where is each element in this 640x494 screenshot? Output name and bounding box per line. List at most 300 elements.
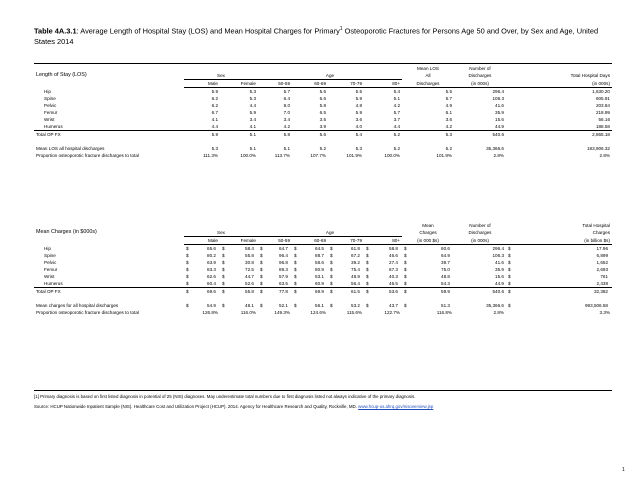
ch-row-label: Wrist bbox=[44, 274, 55, 279]
los-cell-value: 183,906.32 bbox=[587, 146, 610, 151]
los-cell-value: 2.8% bbox=[599, 153, 610, 158]
currency-symbol: $ bbox=[330, 281, 333, 286]
los-cell-value: 3.9 bbox=[319, 124, 326, 129]
los-row-label: Proportion osteoporotic fracture discharges to total bbox=[36, 153, 139, 158]
ch-col-50-59: 50-59 bbox=[258, 237, 292, 245]
ch-cell-value: 56.4 bbox=[351, 281, 360, 286]
los-row-prop bbox=[34, 152, 612, 159]
ch-cell-value: 61.5 bbox=[351, 289, 360, 294]
los-cell-value: 5.9 bbox=[184, 131, 220, 139]
ch-cell-value: 52.1 bbox=[279, 303, 288, 308]
los-cell-value: 5.3 bbox=[249, 89, 256, 94]
currency-symbol: $ bbox=[366, 289, 369, 294]
ch-cell-value: 27.4 bbox=[389, 260, 398, 265]
los-section-label: Length of Stay (LOS) bbox=[36, 72, 87, 79]
ch-cell-value: 51.3 bbox=[441, 303, 450, 308]
source-note bbox=[34, 404, 612, 410]
ch-col-mean-1: Mean bbox=[422, 223, 434, 228]
ch-cell-value: 96.8 bbox=[279, 260, 288, 265]
currency-symbol: $ bbox=[186, 281, 189, 286]
los-cell-value: 5.5 bbox=[355, 89, 362, 94]
ch-col-num-2: Discharges bbox=[468, 230, 492, 236]
los-cell-value: 203.84 bbox=[595, 103, 610, 108]
los-row-data bbox=[34, 102, 612, 109]
source-link[interactable]: www.hcup-us.ahrq.gov/nisoverview.jsp bbox=[358, 404, 434, 409]
ch-row-prop bbox=[34, 309, 612, 316]
los-row-data bbox=[34, 88, 612, 96]
los-cell-value: 3.4 bbox=[283, 117, 290, 122]
currency-symbol: $ bbox=[222, 246, 225, 251]
ch-cell-value: 540.6 bbox=[454, 288, 506, 296]
ch-row-label: Spine bbox=[44, 253, 56, 258]
los-cell-value: 5.2 bbox=[319, 146, 326, 151]
los-row-label: Hip bbox=[44, 88, 51, 94]
los-cell-value: 5.3 bbox=[211, 146, 218, 151]
currency-symbol: $ bbox=[222, 253, 225, 258]
ch-col-60-69: 60-69 bbox=[292, 237, 328, 245]
ch-cell-value: 52.6 bbox=[245, 281, 254, 286]
ch-cell-value: 64.5 bbox=[315, 246, 324, 251]
ch-cell-value: 40.3 bbox=[389, 274, 398, 279]
los-cell-value: 4.2 bbox=[445, 124, 452, 129]
los-cell-value: 3.6 bbox=[445, 117, 452, 122]
currency-symbol: $ bbox=[330, 303, 333, 308]
ch-cell-value: 59.9 bbox=[441, 289, 450, 294]
los-cell-value: 41.6 bbox=[495, 103, 504, 108]
currency-symbol: $ bbox=[260, 281, 263, 286]
los-cell-value: 6.2 bbox=[211, 96, 218, 101]
los-row-label: Humerus bbox=[44, 124, 63, 129]
los-cell-value: 5.9 bbox=[355, 96, 362, 101]
ch-col-num-1: Number of bbox=[469, 223, 491, 228]
ch-col-male: Male bbox=[184, 237, 220, 245]
los-cell-value: 5.3 bbox=[249, 96, 256, 101]
ch-col-total-1: Total Hospital bbox=[582, 223, 610, 228]
los-col-mean-2: All bbox=[425, 73, 431, 79]
ch-row-label: Mean charges for all hospital discharges bbox=[36, 303, 119, 308]
ch-cell-value: 57.9 bbox=[279, 274, 288, 279]
los-cell-value: 3.5 bbox=[319, 117, 326, 122]
currency-symbol: $ bbox=[260, 289, 263, 294]
los-row-all bbox=[34, 145, 612, 152]
currency-symbol: $ bbox=[294, 253, 297, 258]
los-cell-value: 6.1 bbox=[445, 110, 452, 115]
los-row-label: Pelvic bbox=[44, 103, 57, 108]
currency-symbol: $ bbox=[330, 289, 333, 294]
currency-symbol: $ bbox=[186, 260, 189, 265]
los-row-data bbox=[34, 123, 612, 131]
currency-symbol: $ bbox=[366, 267, 369, 272]
ch-cell-value: 17.96 bbox=[596, 246, 608, 251]
ch-row-data bbox=[34, 266, 612, 273]
los-col-female: Female bbox=[220, 80, 258, 88]
ch-row-label: Femur bbox=[44, 267, 58, 272]
ch-cell-value: 48.1 bbox=[245, 303, 254, 308]
los-cell-value: 5.9 bbox=[211, 89, 218, 94]
currency-symbol: $ bbox=[294, 289, 297, 294]
currency-symbol: $ bbox=[222, 260, 225, 265]
los-col-70-79: 70-79 bbox=[328, 80, 364, 88]
ch-cell-value: 58.6 bbox=[315, 260, 324, 265]
ch-cell-value: 2,438 bbox=[596, 281, 608, 286]
title-superscript: 1 bbox=[339, 26, 343, 32]
ch-cell-value: 48.9 bbox=[351, 274, 360, 279]
los-cell-value: 5.4 bbox=[328, 131, 364, 139]
ch-row-data bbox=[34, 273, 612, 280]
los-cell-value: 8.0 bbox=[283, 103, 290, 108]
los-cell-value: 296.4 bbox=[492, 89, 504, 94]
los-cell-value: 5.2 bbox=[364, 131, 402, 139]
ch-cell-value: 55.8 bbox=[245, 289, 254, 294]
ch-cell-value: 2.8% bbox=[493, 310, 504, 315]
currency-symbol: $ bbox=[330, 267, 333, 272]
los-cell-value: 5.6 bbox=[292, 131, 328, 139]
currency-symbol: $ bbox=[508, 246, 511, 251]
los-cell-value: 5.1 bbox=[393, 96, 400, 101]
ch-cell-value: 54.9 bbox=[207, 303, 216, 308]
footnote-rule bbox=[34, 390, 612, 391]
ch-cell-value: 116.0% bbox=[240, 310, 256, 315]
los-cell-value: 4.4 bbox=[393, 124, 400, 129]
ch-col-num-3: (in 000s) bbox=[454, 237, 506, 245]
ch-cell-value: 39.7 bbox=[441, 260, 450, 265]
currency-symbol: $ bbox=[294, 246, 297, 251]
ch-cell-value: 58.8 bbox=[389, 246, 398, 251]
ch-row-label: Total OP FX bbox=[34, 288, 184, 296]
los-cell-value: 4.9 bbox=[445, 103, 452, 108]
ch-cell-value: 75.4 bbox=[351, 267, 360, 272]
ch-cell-value: 60.6 bbox=[441, 246, 450, 251]
los-table bbox=[34, 65, 612, 159]
currency-symbol: $ bbox=[294, 274, 297, 279]
currency-symbol: $ bbox=[508, 303, 511, 308]
ch-cell-value: 3.3% bbox=[599, 310, 610, 315]
los-cell-value: 188.58 bbox=[595, 124, 610, 129]
los-cell-value: 4.8 bbox=[355, 103, 362, 108]
ch-cell-value: 83.3 bbox=[207, 267, 216, 272]
currency-symbol: $ bbox=[508, 253, 511, 258]
currency-symbol: $ bbox=[366, 281, 369, 286]
ch-cell-value: 60.4 bbox=[207, 281, 216, 286]
ch-row-label: Proportion osteoporotic fracture discharges to total bbox=[36, 310, 139, 315]
currency-symbol: $ bbox=[186, 289, 189, 294]
los-cell-value: 4.2 bbox=[393, 103, 400, 108]
ch-row-label: Hip bbox=[44, 245, 51, 251]
los-cell-value: 5.7 bbox=[393, 110, 400, 115]
ch-cell-value: 35,366.6 bbox=[486, 303, 504, 308]
title-text-b: Osteoporotic Fractures for Persons Age 50 and Over, by Sex and Age, United States 2014 bbox=[34, 26, 599, 47]
los-cell-value: 2,865.18 bbox=[506, 131, 612, 139]
currency-symbol: $ bbox=[186, 303, 189, 308]
los-cell-value: 3.7 bbox=[393, 117, 400, 122]
currency-symbol: $ bbox=[294, 260, 297, 265]
los-cell-value: 218.99 bbox=[595, 110, 610, 115]
los-cell-value: 7.0 bbox=[283, 110, 290, 115]
currency-symbol: $ bbox=[260, 253, 263, 258]
los-row-data bbox=[34, 116, 612, 123]
currency-symbol: $ bbox=[186, 274, 189, 279]
los-col-male: Male bbox=[184, 80, 220, 88]
los-col-num-1: Number of bbox=[469, 66, 491, 71]
los-cell-value: 5.9 bbox=[355, 110, 362, 115]
los-cell-value: 6.7 bbox=[211, 110, 218, 115]
los-cell-value: 5.5 bbox=[445, 89, 452, 94]
ch-group-sex: Sex bbox=[184, 229, 258, 237]
currency-symbol: $ bbox=[366, 253, 369, 258]
ch-col-70-79: 70-79 bbox=[328, 237, 364, 245]
los-cell-value: 6.4 bbox=[283, 96, 290, 101]
currency-symbol: $ bbox=[404, 274, 407, 279]
los-cell-value: 35.9 bbox=[495, 110, 504, 115]
currency-symbol: $ bbox=[222, 281, 225, 286]
los-cell-value: 6.6 bbox=[319, 96, 326, 101]
currency-symbol: $ bbox=[404, 253, 407, 258]
los-col-total-2: (in 000s) bbox=[506, 80, 612, 88]
los-cell-value: 5.4 bbox=[393, 89, 400, 94]
ch-cell-value: 46.5 bbox=[389, 281, 398, 286]
ch-row-all bbox=[34, 302, 612, 309]
los-cell-value: 5.3 bbox=[355, 146, 362, 151]
ch-cell-value: 75.0 bbox=[441, 267, 450, 272]
ch-cell-value: 32,382 bbox=[593, 289, 608, 294]
ch-cell-value: 89.3 bbox=[279, 267, 288, 272]
los-cell-value: 5.1 bbox=[220, 131, 258, 139]
los-row-data bbox=[34, 95, 612, 102]
table-number: Table 4A.3.1 bbox=[34, 26, 77, 36]
ch-cell-value: 761 bbox=[600, 274, 608, 279]
currency-symbol: $ bbox=[330, 260, 333, 265]
ch-cell-value: 1,652 bbox=[596, 260, 608, 265]
ch-cell-value: 44.9 bbox=[495, 281, 504, 286]
ch-cell-value: 122.7% bbox=[384, 310, 400, 315]
los-cell-value: 4.1 bbox=[249, 124, 256, 129]
los-row-label: Mean LOS all hospital discharges bbox=[36, 146, 105, 151]
los-cell-value: 101.9% bbox=[436, 153, 452, 158]
los-col-num-2: Discharges bbox=[468, 73, 492, 79]
currency-symbol: $ bbox=[508, 281, 511, 286]
ch-cell-value: 116.8% bbox=[436, 310, 452, 315]
ch-cell-value: 124.6% bbox=[310, 310, 326, 315]
los-cell-value: 6.2 bbox=[211, 103, 218, 108]
los-row-data bbox=[34, 109, 612, 116]
ch-cell-value: 67.3 bbox=[389, 267, 398, 272]
los-col-mean-3: Discharges bbox=[402, 80, 454, 88]
los-cell-value: 2.8% bbox=[493, 153, 504, 158]
currency-symbol: $ bbox=[294, 303, 297, 308]
ch-cell-value: 48.8 bbox=[441, 274, 450, 279]
ch-row-data bbox=[34, 245, 612, 253]
ch-cell-value: 35.9 bbox=[495, 267, 504, 272]
los-cell-value: 4.2 bbox=[283, 124, 290, 129]
ch-cell-value: 6,899 bbox=[596, 253, 608, 258]
currency-symbol: $ bbox=[186, 253, 189, 258]
ch-cell-value: 53.2 bbox=[351, 303, 360, 308]
ch-cell-value: 72.5 bbox=[245, 267, 254, 272]
los-cell-value: 15.6 bbox=[495, 117, 504, 122]
los-col-num-3: (in 000s) bbox=[454, 80, 506, 88]
ch-col-mean-3: (in 000 $s) bbox=[402, 237, 454, 245]
los-col-60-69: 60-69 bbox=[292, 80, 328, 88]
los-cell-value: 106.3 bbox=[492, 96, 504, 101]
currency-symbol: $ bbox=[222, 289, 225, 294]
currency-symbol: $ bbox=[260, 303, 263, 308]
los-cell-value: 100.0% bbox=[384, 153, 400, 158]
currency-symbol: $ bbox=[404, 246, 407, 251]
ch-cell-value: 96.4 bbox=[279, 253, 288, 258]
los-cell-value: 3.4 bbox=[249, 117, 256, 122]
ch-cell-value: 43.7 bbox=[389, 303, 398, 308]
currency-symbol: $ bbox=[260, 246, 263, 251]
ch-cell-value: 55.8 bbox=[245, 253, 254, 258]
los-cell-value: 107.7% bbox=[310, 153, 326, 158]
footnote: [1] Primary diagnosis is based on first listed diagnosis in potential of 25 (NIS) diagnoses. May underestimate total numbers due to first diagnosis listed not always indicative of the primary diagnosis. bbox=[34, 394, 416, 399]
los-cell-value: 5.8 bbox=[319, 103, 326, 108]
currency-symbol: $ bbox=[404, 289, 407, 294]
ch-group-age: Age bbox=[258, 229, 402, 237]
ch-cell-value: 39.2 bbox=[351, 260, 360, 265]
los-cell-value: 5.1 bbox=[283, 146, 290, 151]
ch-cell-value: 63.5 bbox=[279, 281, 288, 286]
top-rule bbox=[34, 63, 612, 64]
currency-symbol: $ bbox=[330, 253, 333, 258]
ch-col-female: Female bbox=[220, 237, 258, 245]
source-text: Source: HCUP Nationwide Inpatient Sample (NIS). Healthcare Cost and Utilization Project (HCUP). 2014. Agency for Healthcare Research and Quality, Rockville, MD. bbox=[34, 404, 359, 409]
currency-symbol: $ bbox=[294, 267, 297, 272]
ch-cell-value: 88.7 bbox=[315, 253, 324, 258]
los-cell-value: 111.3% bbox=[203, 153, 218, 158]
currency-symbol: $ bbox=[222, 274, 225, 279]
ch-row-total bbox=[34, 288, 612, 296]
ch-cell-value: 41.6 bbox=[495, 260, 504, 265]
ch-cell-value: 58.4 bbox=[245, 246, 254, 251]
ch-cell-value: 65.6 bbox=[207, 246, 216, 251]
currency-symbol: $ bbox=[186, 246, 189, 251]
ch-cell-value: 61.8 bbox=[351, 246, 360, 251]
currency-symbol: $ bbox=[330, 274, 333, 279]
los-cell-value: 100.0% bbox=[240, 153, 256, 158]
los-cell-value: 5.8 bbox=[258, 131, 292, 139]
los-group-sex: Sex bbox=[184, 72, 258, 80]
los-cell-value: 605.91 bbox=[595, 96, 610, 101]
currency-symbol: $ bbox=[294, 281, 297, 286]
ch-cell-value: 46.6 bbox=[389, 253, 398, 258]
los-cell-value: 5.9 bbox=[249, 110, 256, 115]
los-row-total bbox=[34, 131, 612, 139]
currency-symbol: $ bbox=[366, 260, 369, 265]
ch-section-label: Mean Charges (in $000s) bbox=[36, 229, 97, 236]
los-cell-value: 56.16 bbox=[598, 117, 610, 122]
currency-symbol: $ bbox=[508, 289, 511, 294]
currency-symbol: $ bbox=[404, 260, 407, 265]
ch-row-label: Pelvic bbox=[44, 260, 57, 265]
ch-cell-value: 60.9 bbox=[315, 281, 324, 286]
title-text-a: : Average Length of Hospital Stay (LOS) and Mean Hospital Charges for Primary bbox=[76, 26, 340, 36]
ch-cell-value: 115.6% bbox=[346, 310, 362, 315]
los-row-label: Spine bbox=[44, 96, 56, 101]
currency-symbol: $ bbox=[330, 246, 333, 251]
currency-symbol: $ bbox=[222, 303, 225, 308]
los-cell-value: 5.6 bbox=[319, 89, 326, 94]
currency-symbol: $ bbox=[366, 246, 369, 251]
los-col-80plus: 80+ bbox=[364, 80, 402, 88]
los-cell-value: 1,630.20 bbox=[592, 89, 610, 94]
currency-symbol: $ bbox=[404, 303, 407, 308]
ch-cell-value: 69.9 bbox=[315, 289, 324, 294]
los-cell-value: 5.2 bbox=[393, 146, 400, 151]
los-col-mean-1: Mean LOS bbox=[417, 66, 439, 71]
ch-cell-value: 54.3 bbox=[441, 281, 450, 286]
los-cell-value: 540.6 bbox=[454, 131, 506, 139]
los-cell-value: 4.0 bbox=[355, 124, 362, 129]
ch-cell-value: 53.6 bbox=[389, 289, 398, 294]
currency-symbol: $ bbox=[508, 267, 511, 272]
los-cell-value: 5.7 bbox=[283, 89, 290, 94]
ch-cell-value: 106.3 bbox=[492, 253, 504, 258]
ch-cell-value: 64.9 bbox=[441, 253, 450, 258]
currency-symbol: $ bbox=[222, 267, 225, 272]
ch-cell-value: 44.7 bbox=[245, 274, 254, 279]
page-number: 1 bbox=[622, 467, 625, 473]
ch-cell-value: 15.6 bbox=[495, 274, 504, 279]
los-row-label: Wrist bbox=[44, 117, 55, 122]
los-cell-value: 3.6 bbox=[355, 117, 362, 122]
los-cell-value: 44.9 bbox=[495, 124, 504, 129]
currency-symbol: $ bbox=[260, 260, 263, 265]
currency-symbol: $ bbox=[508, 274, 511, 279]
ch-cell-value: 149.3% bbox=[274, 310, 290, 315]
ch-row-label: Humerus bbox=[44, 281, 63, 286]
ch-cell-value: 296.4 bbox=[492, 246, 504, 251]
ch-cell-value: 30.8 bbox=[245, 260, 254, 265]
table-title bbox=[34, 24, 609, 47]
los-cell-value: 4.4 bbox=[211, 124, 218, 129]
ch-cell-value: 2,693 bbox=[596, 267, 608, 272]
ch-cell-value: 64.7 bbox=[279, 246, 288, 251]
los-col-total-1: Total Hospital Days bbox=[570, 73, 610, 79]
currency-symbol: $ bbox=[404, 267, 407, 272]
currency-symbol: $ bbox=[260, 274, 263, 279]
los-group-age: Age bbox=[258, 72, 402, 80]
ch-cell-value: 77.8 bbox=[279, 289, 288, 294]
charges-table bbox=[34, 222, 612, 316]
ch-cell-value: 126.8% bbox=[202, 310, 218, 315]
ch-row-data bbox=[34, 252, 612, 259]
los-cell-value: 5.3 bbox=[402, 131, 454, 139]
currency-symbol: $ bbox=[260, 267, 263, 272]
currency-symbol: $ bbox=[508, 260, 511, 265]
currency-symbol: $ bbox=[366, 303, 369, 308]
ch-cell-value: 80.2 bbox=[207, 253, 216, 258]
los-cell-value: 5.1 bbox=[249, 146, 256, 151]
los-row-label: Femur bbox=[44, 110, 58, 115]
ch-col-total-2: Charges bbox=[592, 230, 610, 236]
ch-row-data bbox=[34, 259, 612, 266]
los-col-50-59: 50-59 bbox=[258, 80, 292, 88]
los-cell-value: 35,366.6 bbox=[486, 146, 504, 151]
los-cell-value: 4.4 bbox=[249, 103, 256, 108]
currency-symbol: $ bbox=[186, 267, 189, 272]
ch-cell-value: 63.9 bbox=[207, 260, 216, 265]
ch-col-mean-2: Charges bbox=[419, 230, 437, 236]
ch-col-80plus: 80+ bbox=[364, 237, 402, 245]
ch-row-data bbox=[34, 280, 612, 288]
ch-col-total-3: (in billion $s) bbox=[506, 237, 612, 245]
currency-symbol: $ bbox=[366, 274, 369, 279]
los-cell-value: 5.2 bbox=[445, 146, 452, 151]
los-cell-value: 6.5 bbox=[319, 110, 326, 115]
ch-cell-value: 993,506.58 bbox=[585, 303, 608, 308]
ch-cell-value: 56.1 bbox=[315, 303, 324, 308]
